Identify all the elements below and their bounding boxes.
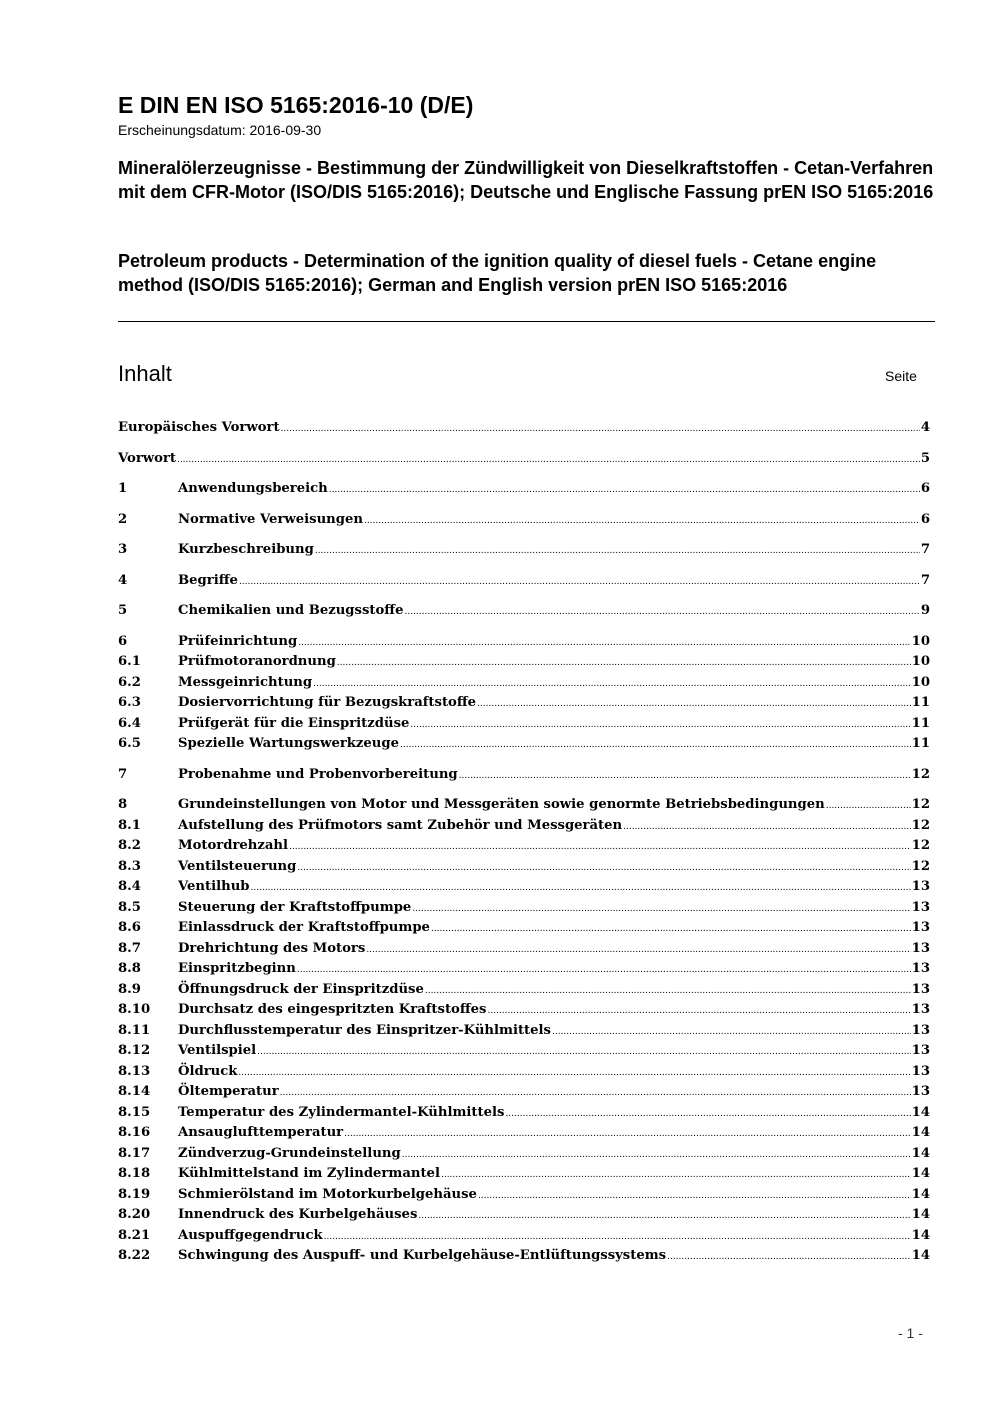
toc-entry-number: 8.11 bbox=[118, 1022, 151, 1038]
toc-entry-label: Öldruck bbox=[178, 1063, 238, 1079]
toc-entry-page: 13 bbox=[911, 879, 930, 894]
toc-dot-leader bbox=[344, 1124, 911, 1145]
toc-entry-number: 8.7 bbox=[118, 940, 141, 956]
toc-entry-page: 14 bbox=[911, 1104, 930, 1120]
toc-entry-number: 4 bbox=[118, 572, 128, 588]
toc-entry[interactable] bbox=[118, 571, 930, 592]
toc-entry-page: 14 bbox=[911, 1248, 930, 1263]
toc-entry-page: 12 bbox=[911, 797, 930, 812]
toc-entry-number: 6.5 bbox=[118, 736, 141, 751]
toc-entry-label: Prüfeinrichtung bbox=[178, 633, 298, 649]
toc-entry-page: 13 bbox=[911, 899, 930, 915]
toc-entry-label: Prüfmotoranordnung bbox=[178, 654, 336, 669]
toc-entry-label: Anwendungsbereich bbox=[178, 481, 328, 496]
toc-entry-page: 7 bbox=[920, 542, 930, 557]
toc-entry-number: 6.2 bbox=[118, 674, 141, 690]
toc-dot-leader bbox=[552, 1022, 911, 1043]
toc-dot-leader bbox=[329, 480, 920, 501]
toc-dot-leader bbox=[298, 633, 910, 654]
toc-entry[interactable] bbox=[118, 1021, 930, 1042]
toc-entry-number: 2 bbox=[118, 511, 128, 527]
toc-heading: Inhalt bbox=[118, 361, 172, 386]
toc-entry-page: 10 bbox=[911, 654, 930, 669]
toc-entry-page: 13 bbox=[911, 920, 930, 935]
toc-entry[interactable] bbox=[118, 601, 930, 622]
toc-entry-number: 8.20 bbox=[118, 1207, 151, 1222]
toc-entry-page: 9 bbox=[920, 603, 930, 618]
toc-dot-leader bbox=[410, 715, 910, 736]
title-english: Petroleum products - Determination of the ignition quality of diesel fuels - Cetane engine method (ISO/DIS 5165:2016); German and English version prEN ISO 5165:2016 bbox=[118, 251, 877, 295]
toc-entry[interactable] bbox=[118, 1082, 930, 1103]
toc-entry-page: 12 bbox=[911, 817, 930, 833]
toc-entry-label: Steuerung der Kraftstoffpumpe bbox=[178, 899, 412, 915]
toc-dot-leader bbox=[667, 1247, 911, 1268]
toc-entry-page: 14 bbox=[911, 1186, 930, 1202]
toc-dot-leader bbox=[281, 419, 920, 440]
toc-dot-leader bbox=[402, 1145, 911, 1166]
toc-dot-leader bbox=[364, 511, 920, 532]
toc-entry[interactable] bbox=[118, 418, 930, 439]
toc-entry[interactable] bbox=[118, 714, 930, 735]
toc-entry[interactable] bbox=[118, 918, 930, 939]
toc-entry-number: 8.21 bbox=[118, 1227, 151, 1243]
toc-entry-page: 4 bbox=[920, 420, 930, 435]
toc-dot-leader bbox=[404, 602, 919, 623]
toc-entry-label: Schwingung des Auspuff- und Kurbelgehäuse-Entlüftungssystems bbox=[178, 1248, 667, 1263]
toc-entry[interactable] bbox=[118, 857, 930, 878]
toc-dot-leader bbox=[487, 1001, 910, 1022]
toc-entry[interactable] bbox=[118, 836, 930, 857]
toc-entry-number: 5 bbox=[118, 603, 128, 618]
toc-entry-label: Europäisches Vorwort bbox=[118, 420, 280, 435]
title-german: Mineralölerzeugnisse - Bestimmung der Zündwilligkeit von Dieselkraftstoffen - Cetan-Verfahren mit dem CFR-Motor (ISO/DIS 5165:2016); Deutsche und Englische Fassung prEN ISO 5165:2016 bbox=[118, 158, 934, 202]
toc-entry[interactable] bbox=[118, 1123, 930, 1144]
toc-entry[interactable] bbox=[118, 816, 930, 837]
toc-entry-label: Ventilsteuerung bbox=[178, 858, 297, 874]
toc-entry-number: 8.6 bbox=[118, 920, 141, 935]
toc-entry-number: 6 bbox=[118, 633, 128, 649]
toc-entry-label: Spezielle Wartungswerkzeuge bbox=[178, 736, 399, 751]
toc-dot-leader bbox=[400, 735, 911, 756]
toc-entry-page: 13 bbox=[911, 1043, 930, 1058]
toc-dot-leader bbox=[623, 817, 911, 838]
toc-dot-leader bbox=[297, 858, 910, 879]
toc-dot-leader bbox=[826, 796, 911, 817]
toc-entry-label: Schmierölstand im Motorkurbelgehäuse bbox=[178, 1186, 477, 1202]
toc-entry-number: 8.3 bbox=[118, 858, 141, 874]
toc-dot-leader bbox=[257, 1042, 910, 1063]
toc-entry-page: 10 bbox=[911, 674, 930, 690]
toc-entry[interactable] bbox=[118, 510, 930, 531]
toc-entry[interactable] bbox=[118, 1000, 930, 1021]
toc-dot-leader bbox=[425, 981, 911, 1002]
toc-entry-label: Temperatur des Zylindermantel-Kühlmittels bbox=[178, 1104, 505, 1120]
toc-entry-page: 7 bbox=[920, 572, 930, 588]
toc-entry-label: Chemikalien und Bezugsstoffe bbox=[178, 603, 404, 618]
toc-entry[interactable] bbox=[118, 1103, 930, 1124]
toc-entry-label: Probenahme und Probenvorbereitung bbox=[178, 766, 458, 782]
toc-entry[interactable] bbox=[118, 1062, 930, 1083]
toc-dot-leader bbox=[313, 674, 911, 695]
toc-entry-label: Öffnungsdruck der Einspritzdüse bbox=[178, 981, 424, 997]
toc-entry-number: 8.2 bbox=[118, 838, 141, 853]
toc-entry-label: Begriffe bbox=[178, 572, 238, 588]
toc-entry[interactable] bbox=[118, 734, 930, 755]
toc-entry-number: 7 bbox=[118, 766, 128, 782]
toc-entry-page: 14 bbox=[911, 1207, 930, 1222]
toc-entry-number: 8.14 bbox=[118, 1084, 151, 1099]
toc-entry-page: 13 bbox=[911, 961, 930, 976]
toc-entry[interactable] bbox=[118, 652, 930, 673]
toc-entry[interactable] bbox=[118, 1185, 930, 1206]
toc-entry-label: Drehrichtung des Motors bbox=[178, 940, 366, 956]
toc-entry-page: 14 bbox=[911, 1227, 930, 1243]
toc-entry-page: 10 bbox=[911, 633, 930, 649]
toc-entry-label: Innendruck des Kurbelgehäuses bbox=[178, 1207, 418, 1222]
toc-dot-leader bbox=[315, 541, 920, 562]
toc-entry[interactable] bbox=[118, 795, 930, 816]
toc-entry-label: Dosiervorrichtung für Bezugskraftstoffe bbox=[178, 695, 477, 710]
toc-entry-label: Auspuffgegendruck bbox=[178, 1227, 323, 1243]
toc-entry[interactable] bbox=[118, 479, 930, 500]
toc-entry[interactable] bbox=[118, 449, 930, 470]
toc-entry[interactable] bbox=[118, 1144, 930, 1165]
toc-entry-number: 8 bbox=[118, 797, 128, 812]
toc-entry-number: 8.12 bbox=[118, 1043, 151, 1058]
toc-entry-number: 8.9 bbox=[118, 981, 141, 997]
toc-entry-label: Einspritzbeginn bbox=[178, 961, 296, 976]
toc-entry-page: 13 bbox=[911, 981, 930, 997]
toc-entry-number: 3 bbox=[118, 542, 128, 557]
toc-dot-leader bbox=[251, 878, 911, 899]
toc-entry-page: 14 bbox=[911, 1125, 930, 1140]
toc-entry-page: 11 bbox=[911, 715, 930, 731]
toc-entry-page: 12 bbox=[911, 858, 930, 874]
toc-entry-page: 11 bbox=[911, 695, 930, 710]
toc-entry-page: 5 bbox=[920, 450, 930, 466]
toc-entry-number: 8.22 bbox=[118, 1248, 151, 1263]
toc-entry-number: 6.4 bbox=[118, 715, 141, 731]
toc-entry-page: 6 bbox=[920, 481, 930, 496]
toc-entry-label: Vorwort bbox=[118, 450, 176, 466]
toc-entry-label: Ansauglufttemperatur bbox=[178, 1125, 344, 1140]
toc-entry-label: Durchsatz des eingespritzten Kraftstoffes bbox=[178, 1002, 487, 1017]
toc-entry-label: Kühlmittelstand im Zylindermantel bbox=[178, 1166, 440, 1181]
toc-entry-page: 14 bbox=[911, 1166, 930, 1181]
toc-entry-number: 8.10 bbox=[118, 1002, 151, 1017]
title-divider bbox=[118, 321, 935, 322]
toc-entry-page: 13 bbox=[911, 1022, 930, 1038]
toc-entry-page: 14 bbox=[911, 1145, 930, 1161]
toc-dot-leader bbox=[297, 960, 911, 981]
toc-dot-leader bbox=[337, 653, 911, 674]
toc-entry[interactable] bbox=[118, 1246, 930, 1267]
toc-dot-leader bbox=[238, 1063, 910, 1084]
toc-entry-number: 1 bbox=[118, 481, 128, 496]
toc-entry-number: 8.1 bbox=[118, 817, 141, 833]
toc-entry[interactable] bbox=[118, 959, 930, 980]
toc-entry[interactable] bbox=[118, 1226, 930, 1247]
toc-entry-label: Ventilhub bbox=[178, 879, 250, 894]
toc-entry[interactable] bbox=[118, 1041, 930, 1062]
toc-entry-label: Ventilspiel bbox=[178, 1043, 257, 1058]
toc-dot-leader bbox=[477, 694, 911, 715]
toc-entry-number: 8.18 bbox=[118, 1166, 151, 1181]
toc-entry-label: Motordrehzahl bbox=[178, 838, 289, 853]
toc-entry[interactable] bbox=[118, 673, 930, 694]
toc-dot-leader bbox=[431, 919, 911, 940]
toc-entry-number: 8.19 bbox=[118, 1186, 151, 1202]
toc-entry-number: 6.1 bbox=[118, 654, 141, 669]
toc-entry[interactable] bbox=[118, 765, 930, 786]
toc-entry[interactable] bbox=[118, 540, 930, 561]
toc-entry-label: Aufstellung des Prüfmotors samt Zubehör und Messgeräten bbox=[178, 817, 623, 833]
toc-entry[interactable] bbox=[118, 939, 930, 960]
toc-entry-page: 11 bbox=[911, 736, 930, 751]
toc-entry-number: 8.5 bbox=[118, 899, 141, 915]
toc-dot-leader bbox=[239, 572, 920, 593]
toc-entry[interactable] bbox=[118, 1205, 930, 1226]
toc-entry-page: 12 bbox=[911, 766, 930, 782]
table-of-contents bbox=[118, 418, 930, 1267]
toc-entry-number: 6.3 bbox=[118, 695, 141, 710]
toc-entry-number: 8.4 bbox=[118, 879, 141, 894]
toc-entry-page: 13 bbox=[911, 1002, 930, 1017]
toc-entry-label: Messgeinrichtung bbox=[178, 674, 313, 690]
toc-entry-label: Prüfgerät für die Einspritzdüse bbox=[178, 715, 410, 731]
toc-dot-leader bbox=[505, 1104, 910, 1125]
toc-entry-label: Grundeinstellungen von Motor und Messgeräten sowie genormte Betriebsbedingungen bbox=[178, 797, 825, 812]
toc-entry-page: 13 bbox=[911, 1063, 930, 1079]
toc-dot-leader bbox=[418, 1206, 910, 1227]
toc-entry-page: 13 bbox=[911, 1084, 930, 1099]
toc-page-column-label: Seite bbox=[885, 368, 917, 384]
page-number: - 1 - bbox=[898, 1325, 923, 1341]
toc-entry[interactable] bbox=[118, 877, 930, 898]
issue-date: Erscheinungsdatum: 2016-09-30 bbox=[118, 122, 322, 138]
toc-entry-page: 6 bbox=[920, 511, 930, 527]
toc-dot-leader bbox=[366, 940, 910, 961]
toc-entry-number: 8.8 bbox=[118, 961, 141, 976]
toc-entry[interactable] bbox=[118, 898, 930, 919]
toc-entry-label: Einlassdruck der Kraftstoffpumpe bbox=[178, 920, 430, 935]
toc-entry-label: Kurzbeschreibung bbox=[178, 542, 314, 557]
toc-entry-page: 13 bbox=[911, 940, 930, 956]
toc-dot-leader bbox=[441, 1165, 911, 1186]
toc-dot-leader bbox=[412, 899, 910, 920]
toc-dot-leader bbox=[289, 837, 911, 858]
toc-dot-leader bbox=[478, 1186, 911, 1207]
toc-dot-leader bbox=[324, 1227, 911, 1248]
toc-entry-label: Durchflusstemperatur des Einspritzer-Kühlmittels bbox=[178, 1022, 551, 1038]
toc-entry-number: 8.13 bbox=[118, 1063, 151, 1079]
toc-dot-leader bbox=[177, 450, 920, 471]
toc-entry-label: Zündverzug-Grundeinstellung bbox=[178, 1145, 401, 1161]
toc-dot-leader bbox=[280, 1083, 911, 1104]
toc-entry-number: 8.16 bbox=[118, 1125, 151, 1140]
toc-entry-number: 8.15 bbox=[118, 1104, 151, 1120]
toc-entry[interactable] bbox=[118, 1164, 930, 1185]
toc-entry[interactable] bbox=[118, 980, 930, 1001]
toc-entry-label: Normative Verweisungen bbox=[178, 511, 363, 527]
toc-entry[interactable] bbox=[118, 632, 930, 653]
toc-dot-leader bbox=[459, 766, 911, 787]
toc-entry[interactable] bbox=[118, 693, 930, 714]
toc-entry-number: 8.17 bbox=[118, 1145, 151, 1161]
toc-entry-label: Öltemperatur bbox=[178, 1084, 279, 1099]
document-id: E DIN EN ISO 5165:2016-10 (D/E) bbox=[118, 92, 474, 118]
toc-entry-page: 12 bbox=[911, 838, 930, 853]
